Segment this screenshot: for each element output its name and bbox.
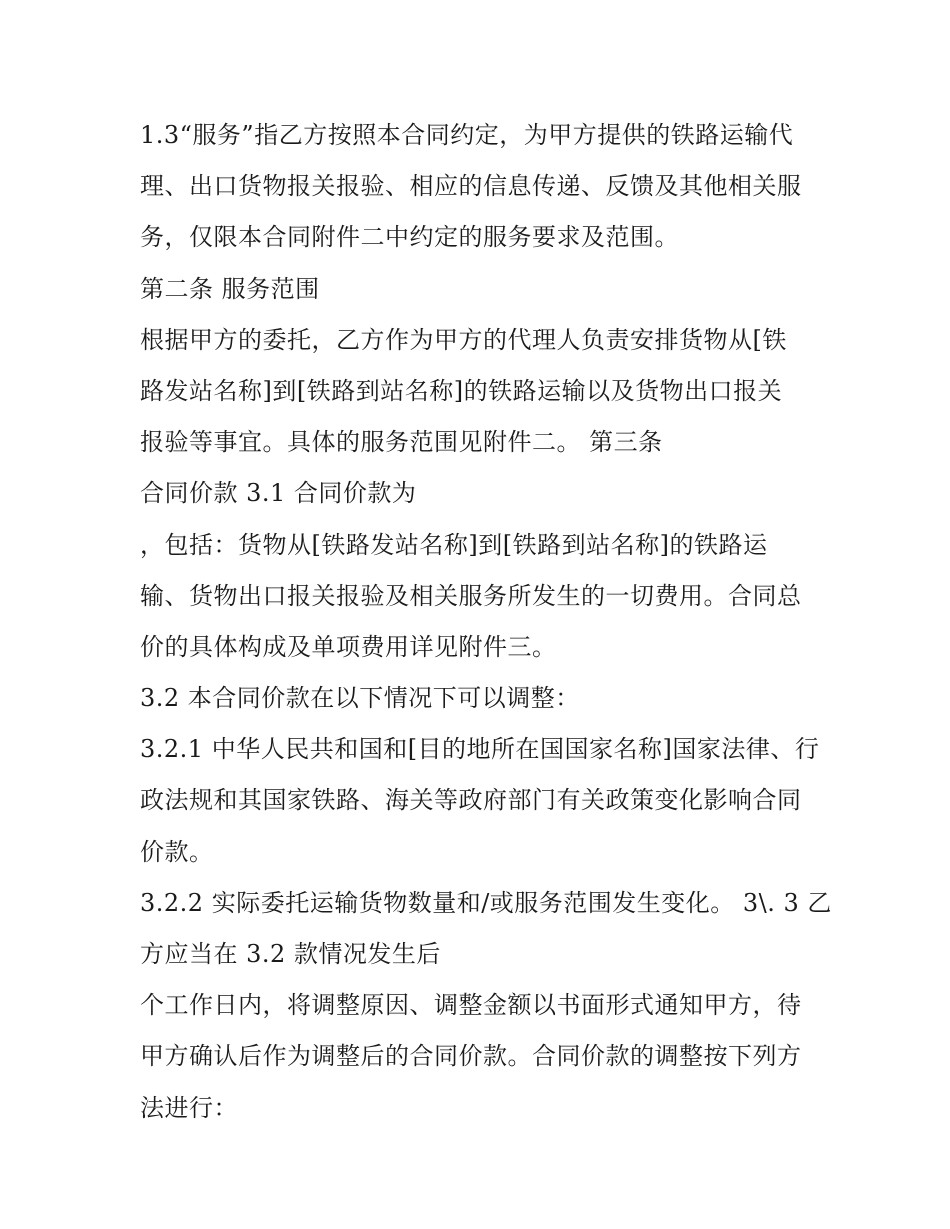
- text-line: 合同价款 3.1 合同价款为: [140, 479, 417, 508]
- text-line: 方应当在 3.2 款情况发生后: [140, 940, 441, 968]
- text-line: 价款。: [140, 837, 214, 866]
- text-line: 个工作日内，将调整原因、调整金额以书面形式通知甲方，待: [140, 991, 802, 1020]
- section-heading: 第二条 服务范围: [140, 274, 320, 303]
- text-line: 3.2 本合同价款在以下情况下可以调整：: [140, 684, 580, 713]
- text-line: 3.2.2 实际委托运输货物数量和/或服务范围发生变化。 3\. 3 乙: [140, 888, 832, 917]
- text-line: ，包括：货物从[铁路发站名称]到[铁路到站名称]的铁路运: [140, 530, 768, 559]
- text-line: 甲方确认后作为调整后的合同价款。合同价款的调整按下列方: [140, 1042, 802, 1071]
- text-line: 3.2.1 中华人民共和国和[目的地所在国国家名称]国家法律、行: [140, 735, 820, 764]
- text-line: 输、货物出口报关报验及相关服务所发生的一切费用。合同总: [140, 581, 802, 610]
- text-line: 务，仅限本合同附件二中约定的服务要求及范围。: [140, 223, 679, 252]
- text-line: 报验等事宜。具体的服务范围见附件二。 第三条: [140, 428, 663, 457]
- text-line: 理、出口货物报关报验、相应的信息传递、反馈及其他相关服: [140, 172, 802, 201]
- document-body: [140, 110, 832, 1134]
- text-line: 价的具体构成及单项费用详见附件三。: [140, 632, 557, 661]
- text-line: 政法规和其国家铁路、海关等政府部门有关政策变化影响合同: [140, 786, 802, 815]
- text-line: 1.3“服务”指乙方按照本合同约定，为甲方提供的铁路运输代: [140, 121, 794, 149]
- text-line: 法进行：: [140, 1093, 238, 1122]
- text-line: 路发站名称]到[铁路到站名称]的铁路运输以及货物出口报关: [140, 376, 783, 405]
- text-line: 根据甲方的委托，乙方作为甲方的代理人负责安排货物从[铁: [140, 325, 787, 354]
